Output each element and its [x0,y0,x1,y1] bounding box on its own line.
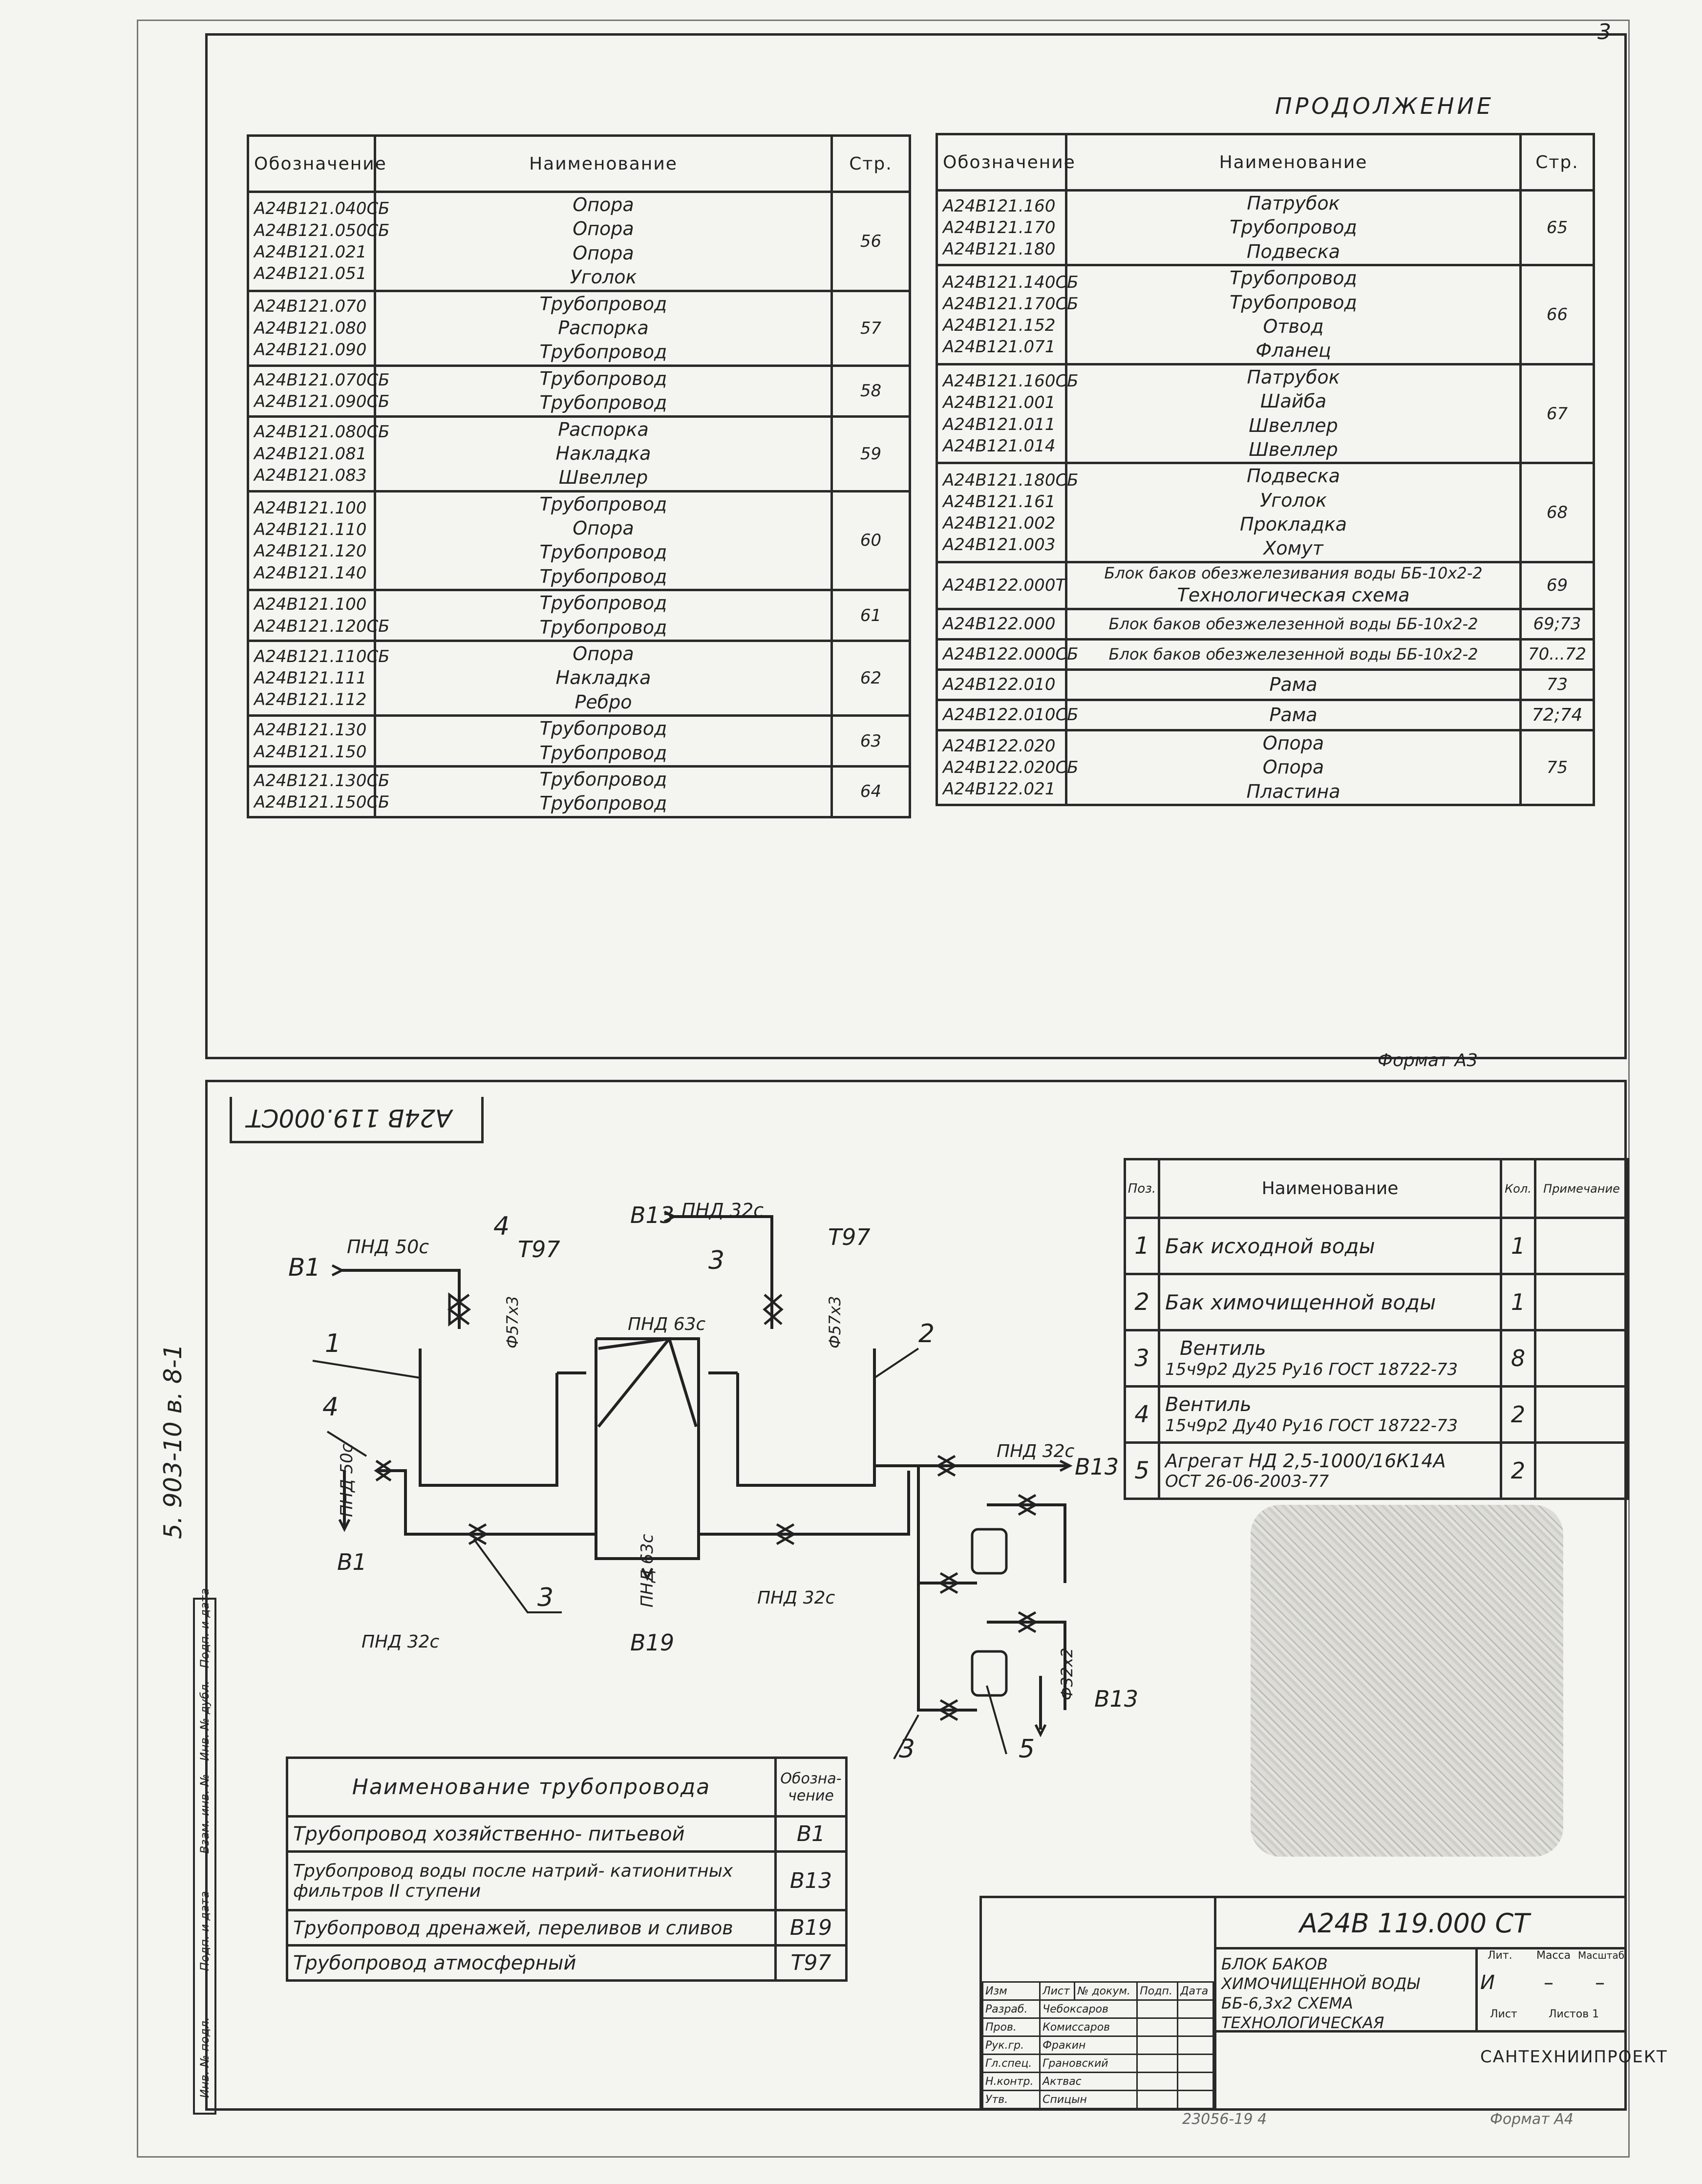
pipe-name-cell: Трубопровод хозяйственно- питьевой [287,1817,776,1852]
name-cell: Опора [573,517,634,539]
arrow-icon [332,1212,1070,1734]
pump-line-1 [918,1505,1065,1583]
page-cell: 59 [832,416,910,491]
name-cell: Швеллер [1249,438,1338,460]
pipe-label: ПНД 32с [997,1441,1075,1461]
code-cell: А24В121.080 [254,318,367,338]
page-cell: 62 [832,641,910,716]
pipe-code-cell: Т97 [776,1946,847,1981]
qty-cell: 2 [1501,1387,1535,1443]
code-cell: А24В121.090СБ [254,392,390,412]
line-tag: Т97 [828,1224,871,1250]
signature-row [983,2091,1213,2109]
position-tag: 4 [493,1212,510,1241]
name-cell: Фланец [1255,340,1331,362]
table-row [1125,1218,1628,1274]
code-cell: А24В121.170СБ [943,294,1079,314]
code-cell: А24В122.020СБ [943,757,1079,777]
code-cell: А24В121.070СБ [254,370,390,390]
sig-role: Пров. [983,2018,1040,2036]
pos-cell: 2 [1125,1274,1159,1330]
line-tag: В13 [630,1202,675,1228]
page-cell: 63 [832,716,910,767]
inlet-b1 [342,1270,459,1329]
sig-role: Гл.спец. [983,2055,1040,2073]
sig-col-header: Дата [1178,1982,1213,2000]
title-code: А24В 119.000 СТ [1299,1908,1530,1939]
lit-value: И [1480,1971,1495,1994]
name-cell: Трубопровод [539,565,667,587]
valves [332,1212,1070,1734]
name-cell: Вентиль [1165,1393,1252,1416]
pump-icon [972,1529,1006,1573]
code-cell: А24В121.130СБ [254,771,390,791]
table-row [1125,1387,1628,1443]
page-cell: 75 [1521,730,1594,805]
line-tag: В1 [337,1549,367,1575]
continuation-label: ПРОДОЛЖЕНИЕ [1275,93,1494,119]
name-cell: Бак исходной воды [1165,1234,1375,1258]
code-cell: А24В121.120 [254,541,367,561]
code-cell: А24В121.100 [254,498,367,518]
pos-cell: 1 [1125,1218,1159,1274]
position-tag: 5 [1019,1734,1035,1764]
sig-name: Чебоксаров [1040,2000,1137,2018]
name-cell: Опора [1262,732,1324,754]
page-cell: 64 [832,766,910,817]
pipe-name-cell: Трубопровод воды после натрий- катионитных фильтров II ступени [287,1852,776,1910]
page-cell: 58 [832,365,910,416]
page-cell: 57 [832,291,910,365]
pipe-label: ПНД 50с [347,1236,429,1258]
sig-role: Н.контр. [983,2073,1040,2091]
sig-col-header: Лист [1040,1982,1075,2000]
pipe-code-cell: В1 [776,1817,847,1852]
header-name: Наименование [375,136,832,192]
name-cell: Подвеска [1246,465,1340,487]
code-cell: А24В121.011 [943,414,1056,434]
mass-header: Масса [1536,1949,1571,1962]
position-tag: 3 [899,1734,915,1764]
side-stamp-cell: Подп. и дата [198,1588,212,1668]
name-cell: Отвод [1263,315,1324,337]
pipe-label: ПНД 50с [337,1443,357,1517]
code-cell: А24В121.160СБ [943,371,1079,391]
note-cell [1535,1218,1628,1274]
line-tag: В1 [288,1253,321,1282]
code-cell: А24В122.000 [943,614,1056,634]
name-cell: Распорка [558,418,649,440]
sig-role: Разраб. [983,2000,1040,2018]
leader-2 [874,1349,918,1378]
pipe-legend-table [286,1756,848,1982]
name-cell: Трубопровод [539,493,667,515]
spec-table [1124,1158,1629,1500]
sheet-label: Лист [1490,2008,1517,2020]
size-label: Ф32х2 [1058,1648,1076,1700]
signature-row [983,2018,1213,2036]
code-cell: А24В121.081 [254,444,367,464]
pipe-label: ПНД 32с [757,1588,835,1608]
name-cell: Трубопровод [539,742,667,764]
code-cell: А24В121.150СБ [254,792,390,813]
name-cell: Опора [573,643,634,665]
diagram-lines [313,1217,1070,1759]
name-cell: Трубопровод [539,293,667,315]
name-cell: Трубопровод [1230,267,1357,289]
footer-left: 23056-19 4 [1182,2111,1267,2128]
name-cell: Блок баков обезжелезенной воды ББ-10х2-2 [1108,614,1478,633]
page-cell: 66 [1521,265,1594,364]
code-cell: А24В121.150 [254,742,367,762]
name-cell: Трубопровод [539,341,667,363]
name-cell: Уголок [1260,489,1327,511]
pipe-label: ПНД 63с [628,1314,706,1334]
code-cell: А24В121.003 [943,535,1056,555]
code-cell: А24В121.161 [943,492,1056,512]
code-cell: А24В121.021 [254,242,367,262]
lit-header: Лит. [1488,1949,1512,1962]
code-cell: А24В121.120СБ [254,616,390,636]
name-cell: Вентиль [1180,1337,1266,1360]
page-cell: 69;73 [1521,609,1594,639]
name-cell: 15ч9р2 Ду40 Ру16 ГОСТ 18722-73 [1165,1416,1458,1435]
side-stamp-cell: Подп. и дата [198,1891,212,1971]
code-cell: А24В121.001 [943,393,1056,413]
name-cell: Трубопровод [539,392,667,414]
name-cell: Трубопровод [539,718,667,740]
name-cell: Рама [1269,673,1318,695]
pump-line-2 [987,1622,1065,1710]
pos-cell: 3 [1125,1330,1159,1387]
name-cell: Подвеска [1246,240,1340,262]
sig-name: Комиссаров [1040,2018,1137,2036]
header-code: Обозначение [937,134,1066,191]
code-cell: А24В121.090 [254,340,367,360]
code-cell: А24В121.110 [254,520,367,540]
name-cell: Швеллер [1249,414,1338,436]
code-cell: А24В122.000Т [943,576,1066,596]
header-note: Примечание [1535,1159,1628,1218]
code-cell: А24В121.160 [943,196,1056,216]
code-cell: А24В121.170 [943,217,1056,237]
code-cell: А24В121.071 [943,337,1056,357]
org-name: САНТЕХНИИПРОЕКТ [1480,2047,1668,2067]
pipe-label: ПНД 32с [362,1632,440,1652]
name-cell: Трубопровод [539,768,667,790]
name-cell: Опора [1262,756,1324,778]
inverted-drawing-code: А24В 119.000СТ [247,1104,452,1132]
name-cell: Швеллер [558,467,648,489]
name-cell: Блок баков обезжелезенной воды ББ-10х2-2 [1108,644,1478,664]
name-cell: Трубопровод [539,592,667,614]
code-cell: А24В121.112 [254,690,367,710]
bottom-line-right [699,1471,909,1534]
position-tag: 4 [322,1392,339,1422]
line-tag: Т97 [518,1236,560,1263]
middle-tank [596,1339,699,1559]
qty-cell: 1 [1501,1218,1535,1274]
name-cell: Ребро [574,691,632,713]
qty-cell: 8 [1501,1330,1535,1387]
signature-row [983,2000,1213,2018]
header-page: Стр. [832,136,910,192]
header-pipe-code: Обозна-чение [776,1758,847,1817]
signature-row [983,2036,1213,2055]
name-cell: Рама [1269,704,1318,726]
name-cell: Опора [573,194,634,215]
position-tag: 3 [708,1246,725,1275]
table-row [1125,1274,1628,1330]
sig-col-header: Изм [983,1982,1040,2000]
table-row [287,1946,847,1981]
name-cell: Трубопровод [539,792,667,814]
name-cell: Трубопровод [539,541,667,563]
page-cell: 67 [1521,364,1594,463]
position-tag: 1 [325,1329,341,1358]
sig-col-header: № докум. [1075,1982,1137,2000]
code-cell: А24В121.040СБ [254,199,390,219]
code-cell: А24В121.110СБ [254,646,390,666]
table-row [287,1852,847,1910]
code-cell: А24В121.140СБ [943,272,1079,292]
code-cell: А24В121.083 [254,465,367,485]
code-cell: А24В122.020 [943,736,1056,756]
table-header-row [1125,1159,1628,1218]
side-stamp-cell: Инв. № подл. [198,2017,212,2098]
line-tag: В13 [1075,1454,1119,1480]
name-cell: Накладка [555,442,651,464]
code-cell: А24В121.080СБ [254,422,390,442]
pos-cell: 4 [1125,1387,1159,1443]
tank-1 [420,1349,557,1485]
sig-role: Утв. [983,2091,1040,2109]
title-block [979,1896,1668,2111]
pump-icon [972,1651,1006,1695]
format-label: Формат А3 [1378,1050,1478,1071]
name-cell: Шайба [1260,390,1327,412]
name-cell: Распорка [558,317,649,339]
sheet-number: 3 [1597,20,1611,44]
mass-value: – [1544,1971,1553,1994]
scale-value: – [1595,1971,1605,1994]
name-cell: Трубопровод [1230,216,1357,238]
pipe-label: ПНД 32с [681,1199,764,1221]
sig-col-header: Подп. [1137,1982,1178,2000]
code-cell: А24В121.050СБ [254,220,390,240]
line-tag: В13 [1094,1686,1139,1712]
page-cell: 56 [832,192,910,291]
pipe-code-cell: В13 [776,1852,847,1910]
pipe-name-cell: Трубопровод дренажей, переливов и сливов [287,1910,776,1946]
note-cell [1535,1330,1628,1387]
header-pipe-name: Наименование трубопровода [287,1758,776,1817]
signature-table [982,1981,1214,2109]
pipe-name-cell: Трубопровод атмосферный [287,1946,776,1981]
name-cell: Агрегат НД 2,5-1000/16К14А [1165,1450,1446,1472]
page-cell: 68 [1521,463,1594,562]
name-cell: Технологическая схема [1177,584,1410,606]
pipe-label: ПНД 63с [638,1534,657,1607]
pos-cell: 5 [1125,1443,1159,1499]
line-tag: В19 [630,1629,675,1656]
sig-name: Грановский [1040,2055,1137,2073]
name-cell: Трубопровод [1230,291,1357,313]
footer-right: Формат А4 [1490,2111,1574,2128]
tank-2 [738,1349,874,1485]
name-cell: Пластина [1246,780,1340,802]
table-row [1125,1330,1628,1387]
table-row [1125,1443,1628,1499]
note-cell [1535,1443,1628,1499]
position-tag: 2 [918,1319,935,1349]
table-row [287,1910,847,1946]
page-cell: 69 [1521,562,1594,609]
table-row [287,1817,847,1852]
overflow-diagonals [598,1339,696,1427]
code-cell: А24В122.010 [943,675,1056,695]
name-cell: Трубопровод [539,616,667,638]
side-stamp-cell: Инв. № дубл. [198,1680,212,1761]
name-cell: Накладка [555,667,651,689]
table-header-row [287,1758,847,1817]
name-cell: Хомут [1263,537,1323,559]
name-cell: Опора [573,242,634,264]
signature-header-row [983,1982,1213,2000]
qty-cell: 2 [1501,1443,1535,1499]
code-cell: А24В121.180 [943,239,1056,259]
size-label: Ф57х3 [826,1296,844,1349]
header-page: Стр. [1521,134,1594,191]
sheets-label: Листов 1 [1549,2008,1599,2020]
position-tag: 3 [537,1583,554,1612]
name-cell: Опора [573,218,634,240]
name-cell: ОСТ 26-06-2003-77 [1165,1472,1329,1491]
sig-name: Актвас [1040,2073,1137,2091]
name-cell: Уголок [570,266,637,288]
header-name: Наименование [1066,134,1521,191]
code-cell: А24В121.070 [254,297,367,317]
code-cell: А24В122.021 [943,779,1056,799]
name-cell: 15ч9р2 Ду25 Ру16 ГОСТ 18722-73 [1165,1360,1458,1379]
name-cell: Блок баков обезжелезивания воды ББ-10х2-2 [1104,563,1483,582]
leader-1 [313,1361,420,1378]
page-cell: 73 [1521,669,1594,700]
note-cell [1535,1274,1628,1330]
code-cell: А24В121.140 [254,563,367,583]
sig-name: Фракин [1040,2036,1137,2055]
code-cell: А24В121.100 [254,595,367,615]
sig-role: Рук.гр. [983,2036,1040,2055]
name-cell: Патрубок [1247,193,1340,214]
title-text: БЛОК БАКОВ ХИМОЧИЩЕННОЙ ВОДЫ ББ-6,3х2 СХЕМА ТЕХНОЛОГИЧЕСКАЯ [1221,1955,1420,2032]
code-cell: А24В121.152 [943,315,1056,335]
size-label: Ф57х3 [503,1296,522,1349]
name-cell: Патрубок [1247,366,1340,388]
page-cell: 65 [1521,191,1594,265]
scan-artifact-image [1251,1505,1563,1857]
note-cell [1535,1387,1628,1443]
header-name: Наименование [1159,1159,1501,1218]
qty-cell: 1 [1501,1274,1535,1330]
code-cell: А24В121.014 [943,436,1056,456]
code-cell: А24В121.180СБ [943,470,1079,490]
code-cell: А24В122.000СБ [943,644,1079,664]
signature-row [983,2073,1213,2091]
name-cell: Прокладка [1240,514,1347,535]
header-pos: Поз. [1125,1159,1159,1218]
code-cell: А24В121.051 [254,263,367,283]
page-cell: 72;74 [1521,700,1594,730]
side-stamp-cell: Взам. инв. № [198,1774,212,1854]
code-cell: А24В121.002 [943,514,1056,534]
header-code: Обозначение [248,136,375,192]
signature-row [983,2055,1213,2073]
series-code: 5. 903-10 в. 8-1 [159,1344,187,1539]
header-qty: Кол. [1501,1159,1535,1218]
sig-name: Спицын [1040,2091,1137,2109]
code-cell: А24В121.111 [254,668,367,688]
code-cell: А24В121.130 [254,720,367,740]
page-cell: 61 [832,590,910,641]
page-cell: 60 [832,491,910,590]
page-cell: 70...72 [1521,639,1594,669]
code-cell: А24В122.010СБ [943,705,1079,725]
pipe-code-cell: В19 [776,1910,847,1946]
scale-header: Масштаб [1578,1949,1625,1961]
name-cell: Трубопровод [539,367,667,389]
name-cell: Бак химочищенной воды [1165,1290,1436,1314]
